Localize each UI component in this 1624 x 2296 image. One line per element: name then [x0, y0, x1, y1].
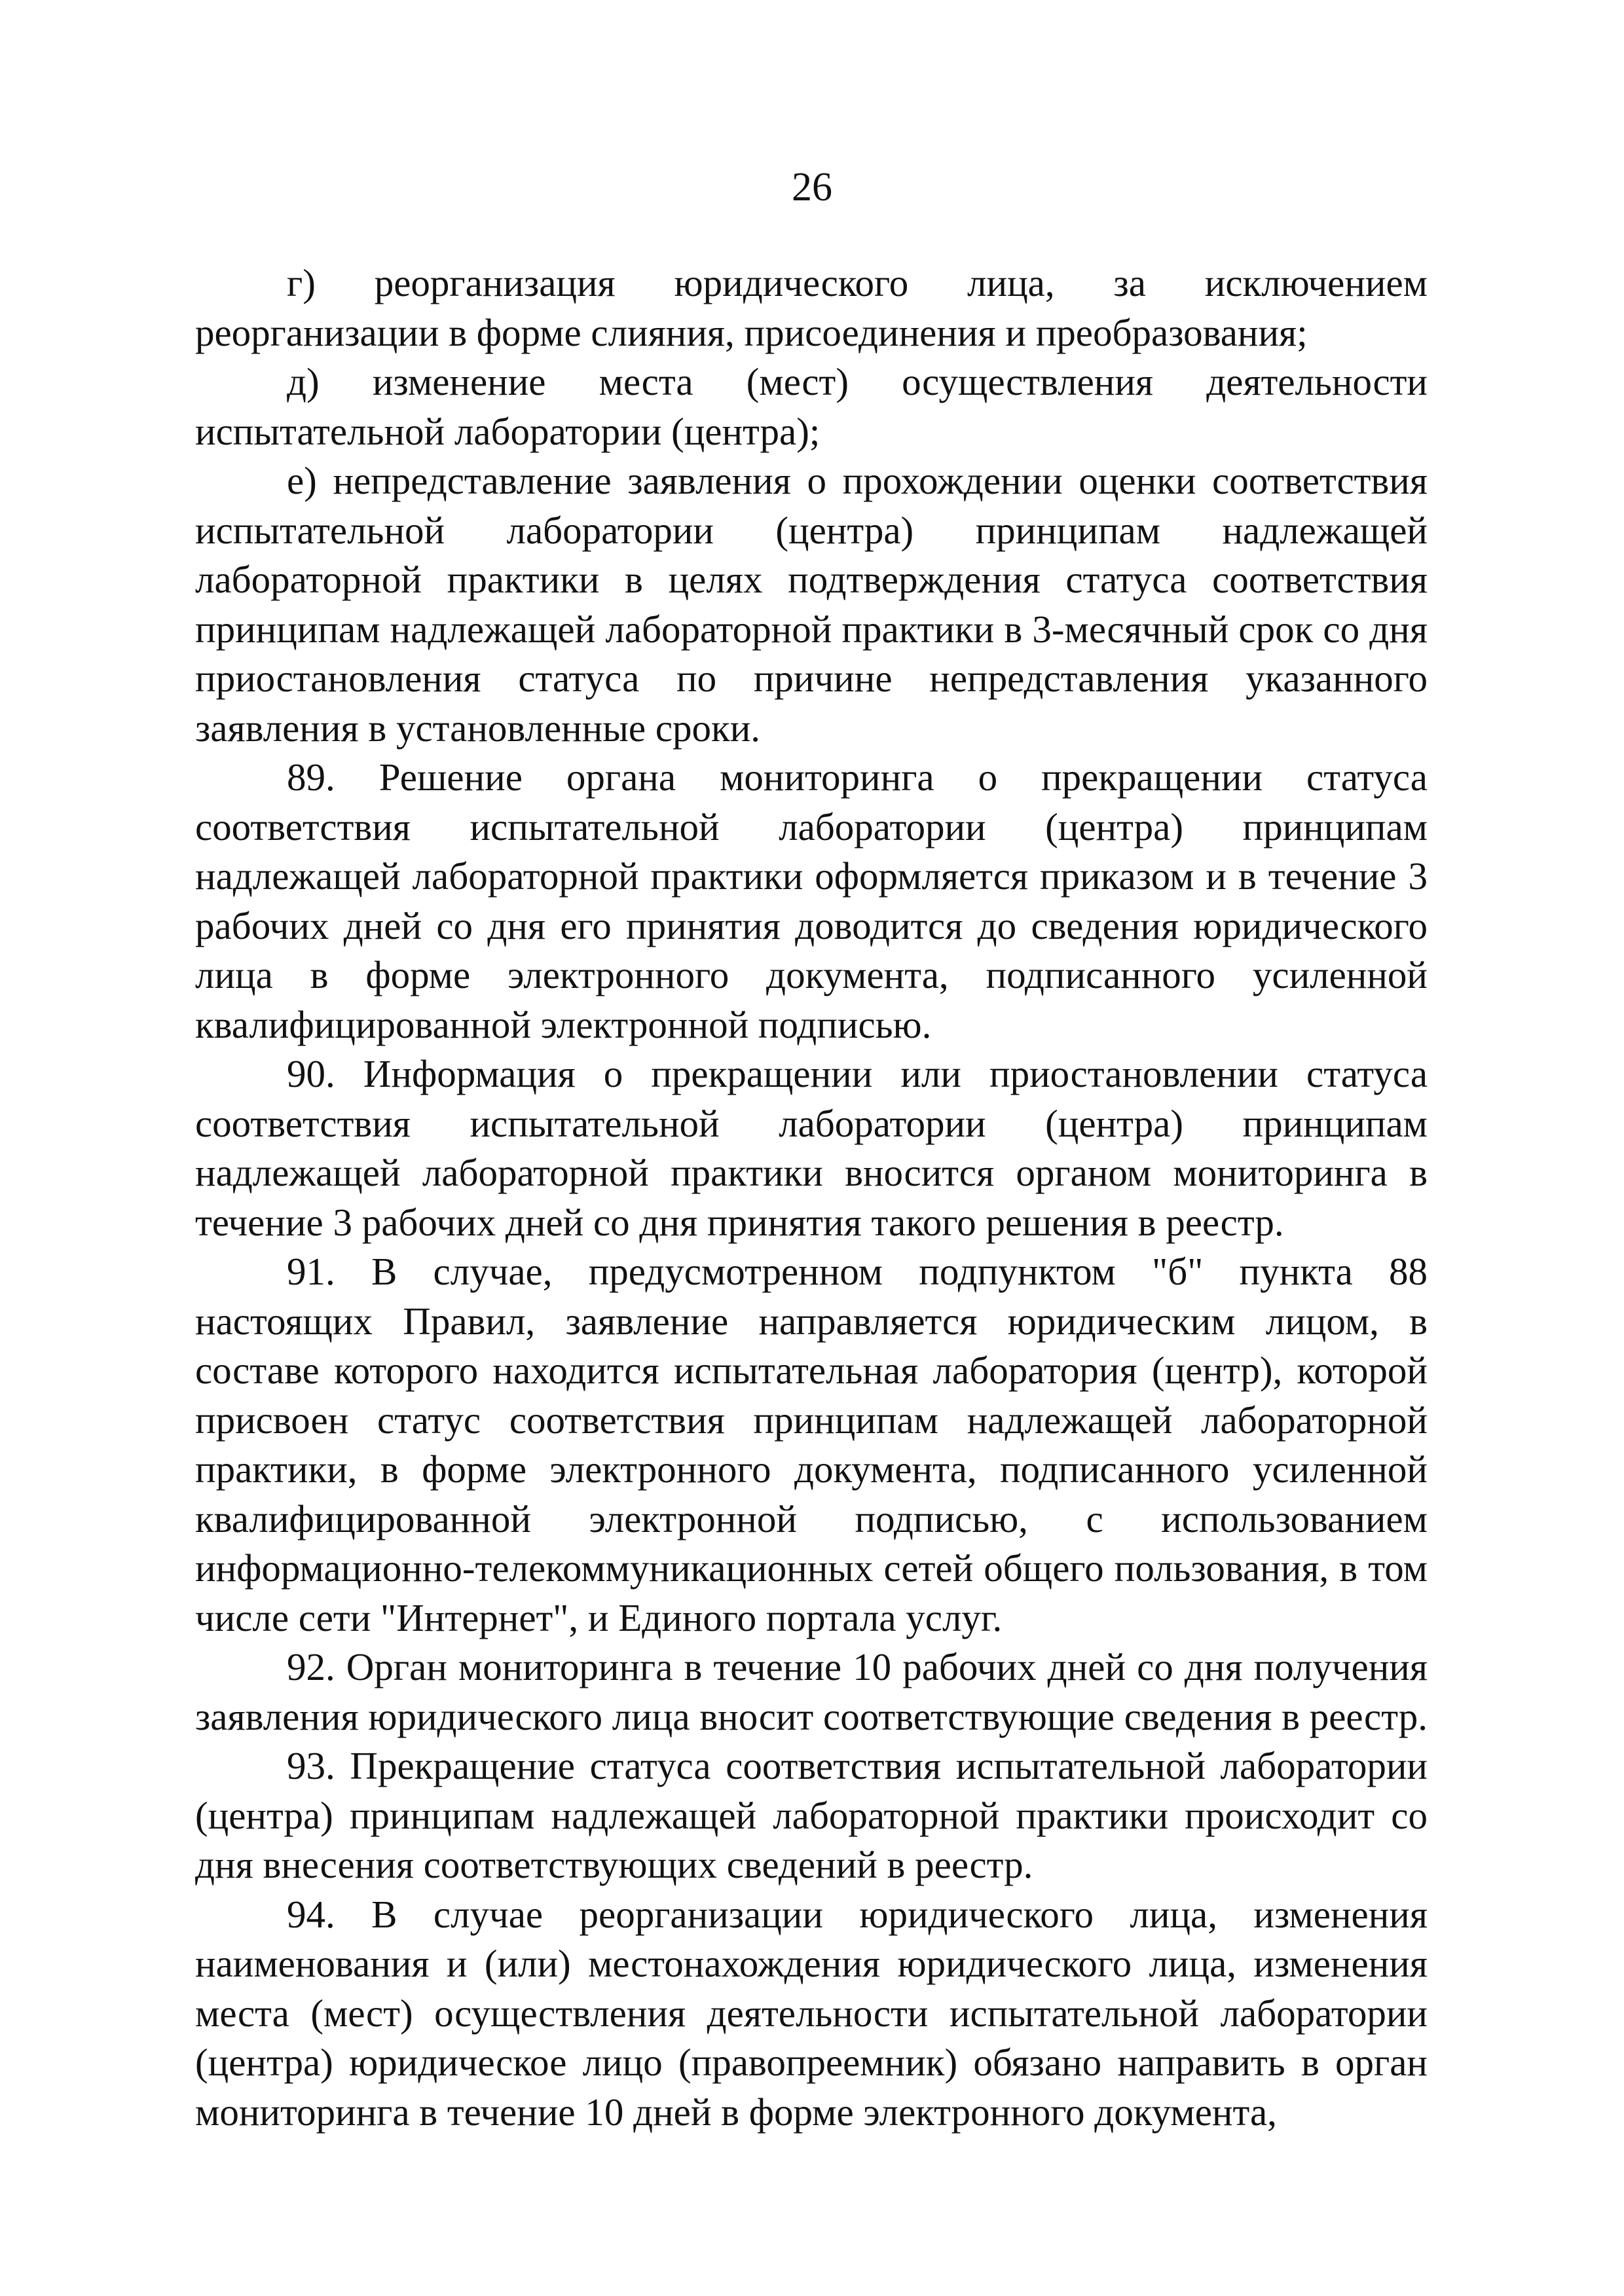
paragraph-94: 94. В случае реорганизации юридического лица, изменения наименования и (или) местонахождения юридического лица, изменения места (мест) осуществления деятельности испытательной лаборатории (центра) юридическое лицо (правопреемник) обязано направить в орган мониторинга в течение 10 дней в форме электронного документа, [195, 1892, 1428, 2134]
paragraph-91: 91. В случае, предусмотренном подпунктом "б" пункта 88 настоящих Правил, заявление направляется юридическим лицом, в составе которого находится испытательная лаборатория (центр), которой присвоен статус соответствия принципам надлежащей лабораторной практики, в форме электронного документа, подписанного усиленной квалифицированной электронной подписью, с использованием информационно-телекоммуникационных сетей общего пользования, в том числе сети "Интернет", и Единого портала услуг. [195, 1250, 1428, 1639]
paragraph-90: 90. Информация о прекращении или приостановлении статуса соответствия испытательной лаборатории (центра) принципам надлежащей лабораторной практики вносится органом мониторинга в течение 3 рабочих дней со дня принятия такого решения в реестр. [195, 1052, 1428, 1244]
document-body [195, 259, 1428, 2137]
paragraph-92: 92. Орган мониторинга в течение 10 рабочих дней со дня получения заявления юридического лица вносит соответствующие сведения в реестр. [195, 1645, 1428, 1738]
paragraph-subitem-e: е) непредставление заявления о прохождении оценки соответствия испытательной лаборатории (центра) принципам надлежащей лабораторной практики в целях подтверждения статуса соответствия принципам надлежащей лабораторной практики в 3-месячный срок со дня приостановления статуса по причине непредставления указанного заявления в установленные сроки. [195, 459, 1428, 750]
paragraph-89: 89. Решение органа мониторинга о прекращении статуса соответствия испытательной лаборатории (центра) принципам надлежащей лабораторной практики оформляется приказом и в течение 3 рабочих дней со дня его принятия доводится до сведения юридического лица в форме электронного документа, подписанного усиленной квалифицированной электронной подписью. [195, 756, 1428, 1046]
page-number: 26 [792, 165, 832, 210]
paragraph-93: 93. Прекращение статуса соответствия испытательной лаборатории (центра) принципам надлежащей лабораторной практики происходит со дня внесения соответствующих сведений в реестр. [195, 1744, 1428, 1886]
paragraph-subitem-d: д) изменение места (мест) осуществления деятельности испытательной лаборатории (центра); [195, 360, 1428, 453]
paragraph-subitem-g: г) реорганизация юридического лица, за исключением реорганизации в форме слияния, присоединения и преобразования; [195, 261, 1428, 354]
